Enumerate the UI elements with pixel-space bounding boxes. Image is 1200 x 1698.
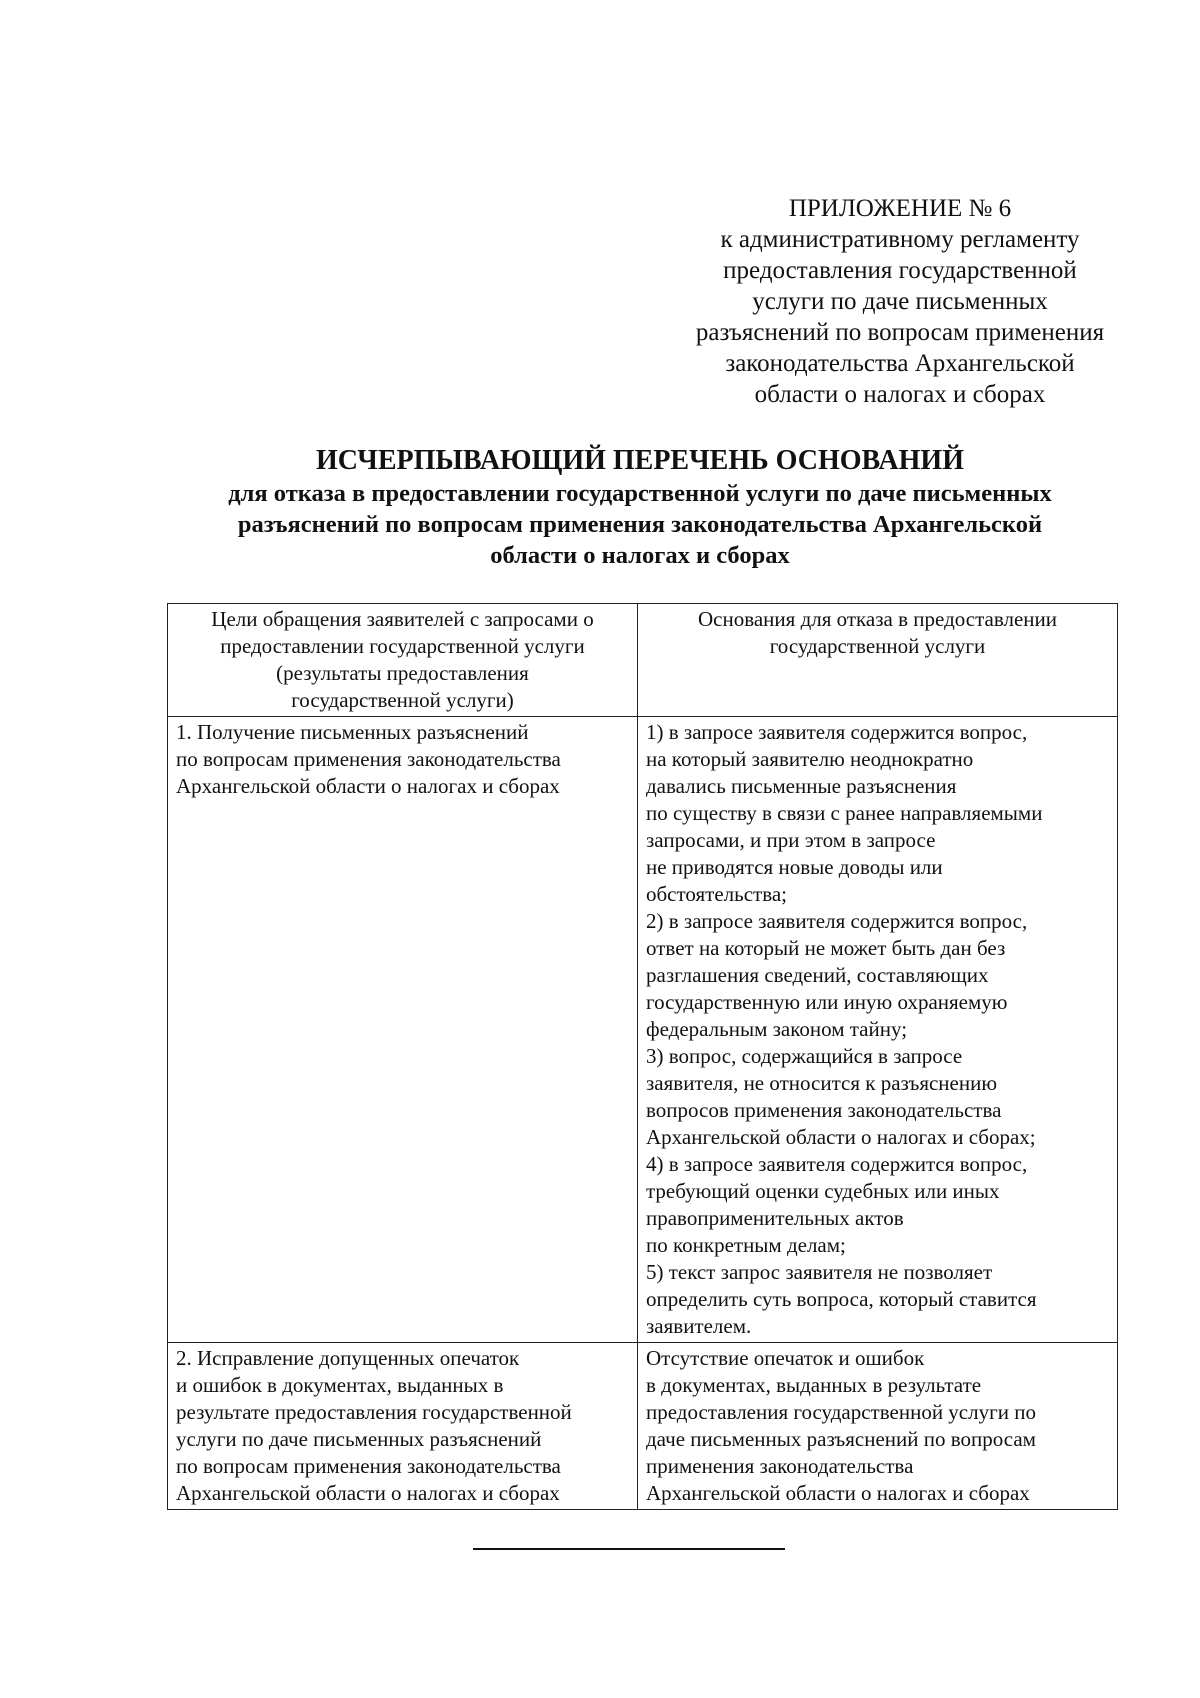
cell-line: применения законодательства — [646, 1454, 914, 1478]
cell-line: давались письменные разъяснения — [646, 774, 957, 798]
cell-line: 1) в запросе заявителя содержится вопрос, — [646, 720, 1028, 744]
header-line: (результаты предоставления — [276, 661, 529, 685]
header-line: государственной услуги — [769, 634, 986, 658]
cell-line: 2) в запросе заявителя содержится вопрос, — [646, 909, 1028, 933]
cell-line: заявителя, не относится к разъяснению — [646, 1071, 998, 1095]
table-header-row — [168, 604, 1118, 717]
cell-line: правоприменительных актов — [646, 1206, 904, 1230]
appendix-line: разъяснений по вопросам применения — [695, 319, 1105, 346]
closing-divider — [473, 1548, 785, 1550]
cell-line: Архангельской области о налогах и сборах — [176, 774, 560, 798]
appendix-line: услуги по даче письменных — [752, 288, 1048, 315]
cell-line: Архангельской области о налогах и сборах — [646, 1481, 1030, 1505]
cell-line: по существу в связи с ранее направляемыми — [646, 801, 1043, 825]
cell-line: федеральным законом тайну; — [646, 1017, 908, 1041]
cell-line: заявителем. — [646, 1314, 752, 1338]
appendix-line: к административному регламенту — [720, 226, 1080, 253]
cell-line: вопросов применения законодательства — [646, 1098, 1002, 1122]
header-line: Основания для отказа в предоставлении — [698, 607, 1057, 631]
cell-line: Отсутствие опечаток и ошибок — [646, 1346, 925, 1370]
cell-line: требующий оценки судебных или иных — [646, 1179, 1000, 1203]
header-line: Цели обращения заявителей с запросами о — [211, 607, 594, 631]
cell-line: Архангельской области о налогах и сборах; — [646, 1125, 1036, 1149]
cell-line: разглашения сведений, составляющих — [646, 963, 989, 987]
table-row — [168, 717, 1118, 1343]
cell-line: обстоятельства; — [646, 882, 788, 906]
title-subline: для отказа в предоставлении государственной услуги по даче письменных — [228, 480, 1052, 507]
cell-line: на который заявителю неоднократно — [646, 747, 974, 771]
cell-line: 5) текст запрос заявителя не позволяет — [646, 1260, 993, 1284]
cell-line: 2. Исправление допущенных опечаток — [176, 1346, 520, 1370]
header-cell-goals — [168, 604, 638, 717]
appendix-line: ПРИЛОЖЕНИЕ № 6 — [788, 195, 1012, 222]
goal-cell — [168, 717, 638, 1343]
cell-line: и ошибок в документах, выданных в — [176, 1373, 504, 1397]
cell-line: запросами, и при этом в запросе — [646, 828, 936, 852]
cell-line: по конкретным делам; — [646, 1233, 846, 1257]
table-row — [168, 1343, 1118, 1510]
cell-line: Архангельской области о налогах и сборах — [176, 1481, 560, 1505]
cell-line: даче письменных разъяснений по вопросам — [646, 1427, 1036, 1451]
header-line: предоставлении государственной услуги — [220, 634, 585, 658]
cell-line: 4) в запросе заявителя содержится вопрос, — [646, 1152, 1028, 1176]
cell-line: 1. Получение письменных разъяснений — [176, 720, 529, 744]
title-subline: области о налогах и сборах — [490, 542, 790, 569]
cell-line: предоставления государственной услуги по — [646, 1400, 1036, 1424]
appendix-reference — [660, 193, 1140, 410]
goal-cell — [168, 1343, 638, 1510]
appendix-line: законодательства Архангельской — [725, 350, 1075, 377]
header-cell-grounds — [638, 604, 1118, 717]
cell-line: определить суть вопроса, который ставится — [646, 1287, 1037, 1311]
header-line: государственной услуги) — [291, 688, 514, 712]
title-main: ИСЧЕРПЫВАЮЩИЙ ПЕРЕЧЕНЬ ОСНОВАНИЙ — [316, 445, 964, 476]
cell-line: услуги по даче письменных разъяснений — [176, 1427, 542, 1451]
grounds-cell — [638, 717, 1118, 1343]
appendix-line: области о налогах и сборах — [754, 381, 1046, 408]
appendix-line: предоставления государственной — [723, 257, 1077, 284]
document-title — [150, 444, 1130, 571]
cell-line: в документах, выданных в результате — [646, 1373, 982, 1397]
cell-line: 3) вопрос, содержащийся в запросе — [646, 1044, 963, 1068]
cell-line: ответ на который не может быть дан без — [646, 936, 1006, 960]
grounds-cell — [638, 1343, 1118, 1510]
grounds-table — [167, 603, 1118, 1510]
cell-line: по вопросам применения законодательства — [176, 1454, 561, 1478]
cell-line: не приводятся новые доводы или — [646, 855, 943, 879]
cell-line: результате предоставления государственной — [176, 1400, 572, 1424]
title-subline: разъяснений по вопросам применения законодательства Архангельской — [237, 511, 1043, 538]
cell-line: по вопросам применения законодательства — [176, 747, 561, 771]
cell-line: государственную или иную охраняемую — [646, 990, 1008, 1014]
